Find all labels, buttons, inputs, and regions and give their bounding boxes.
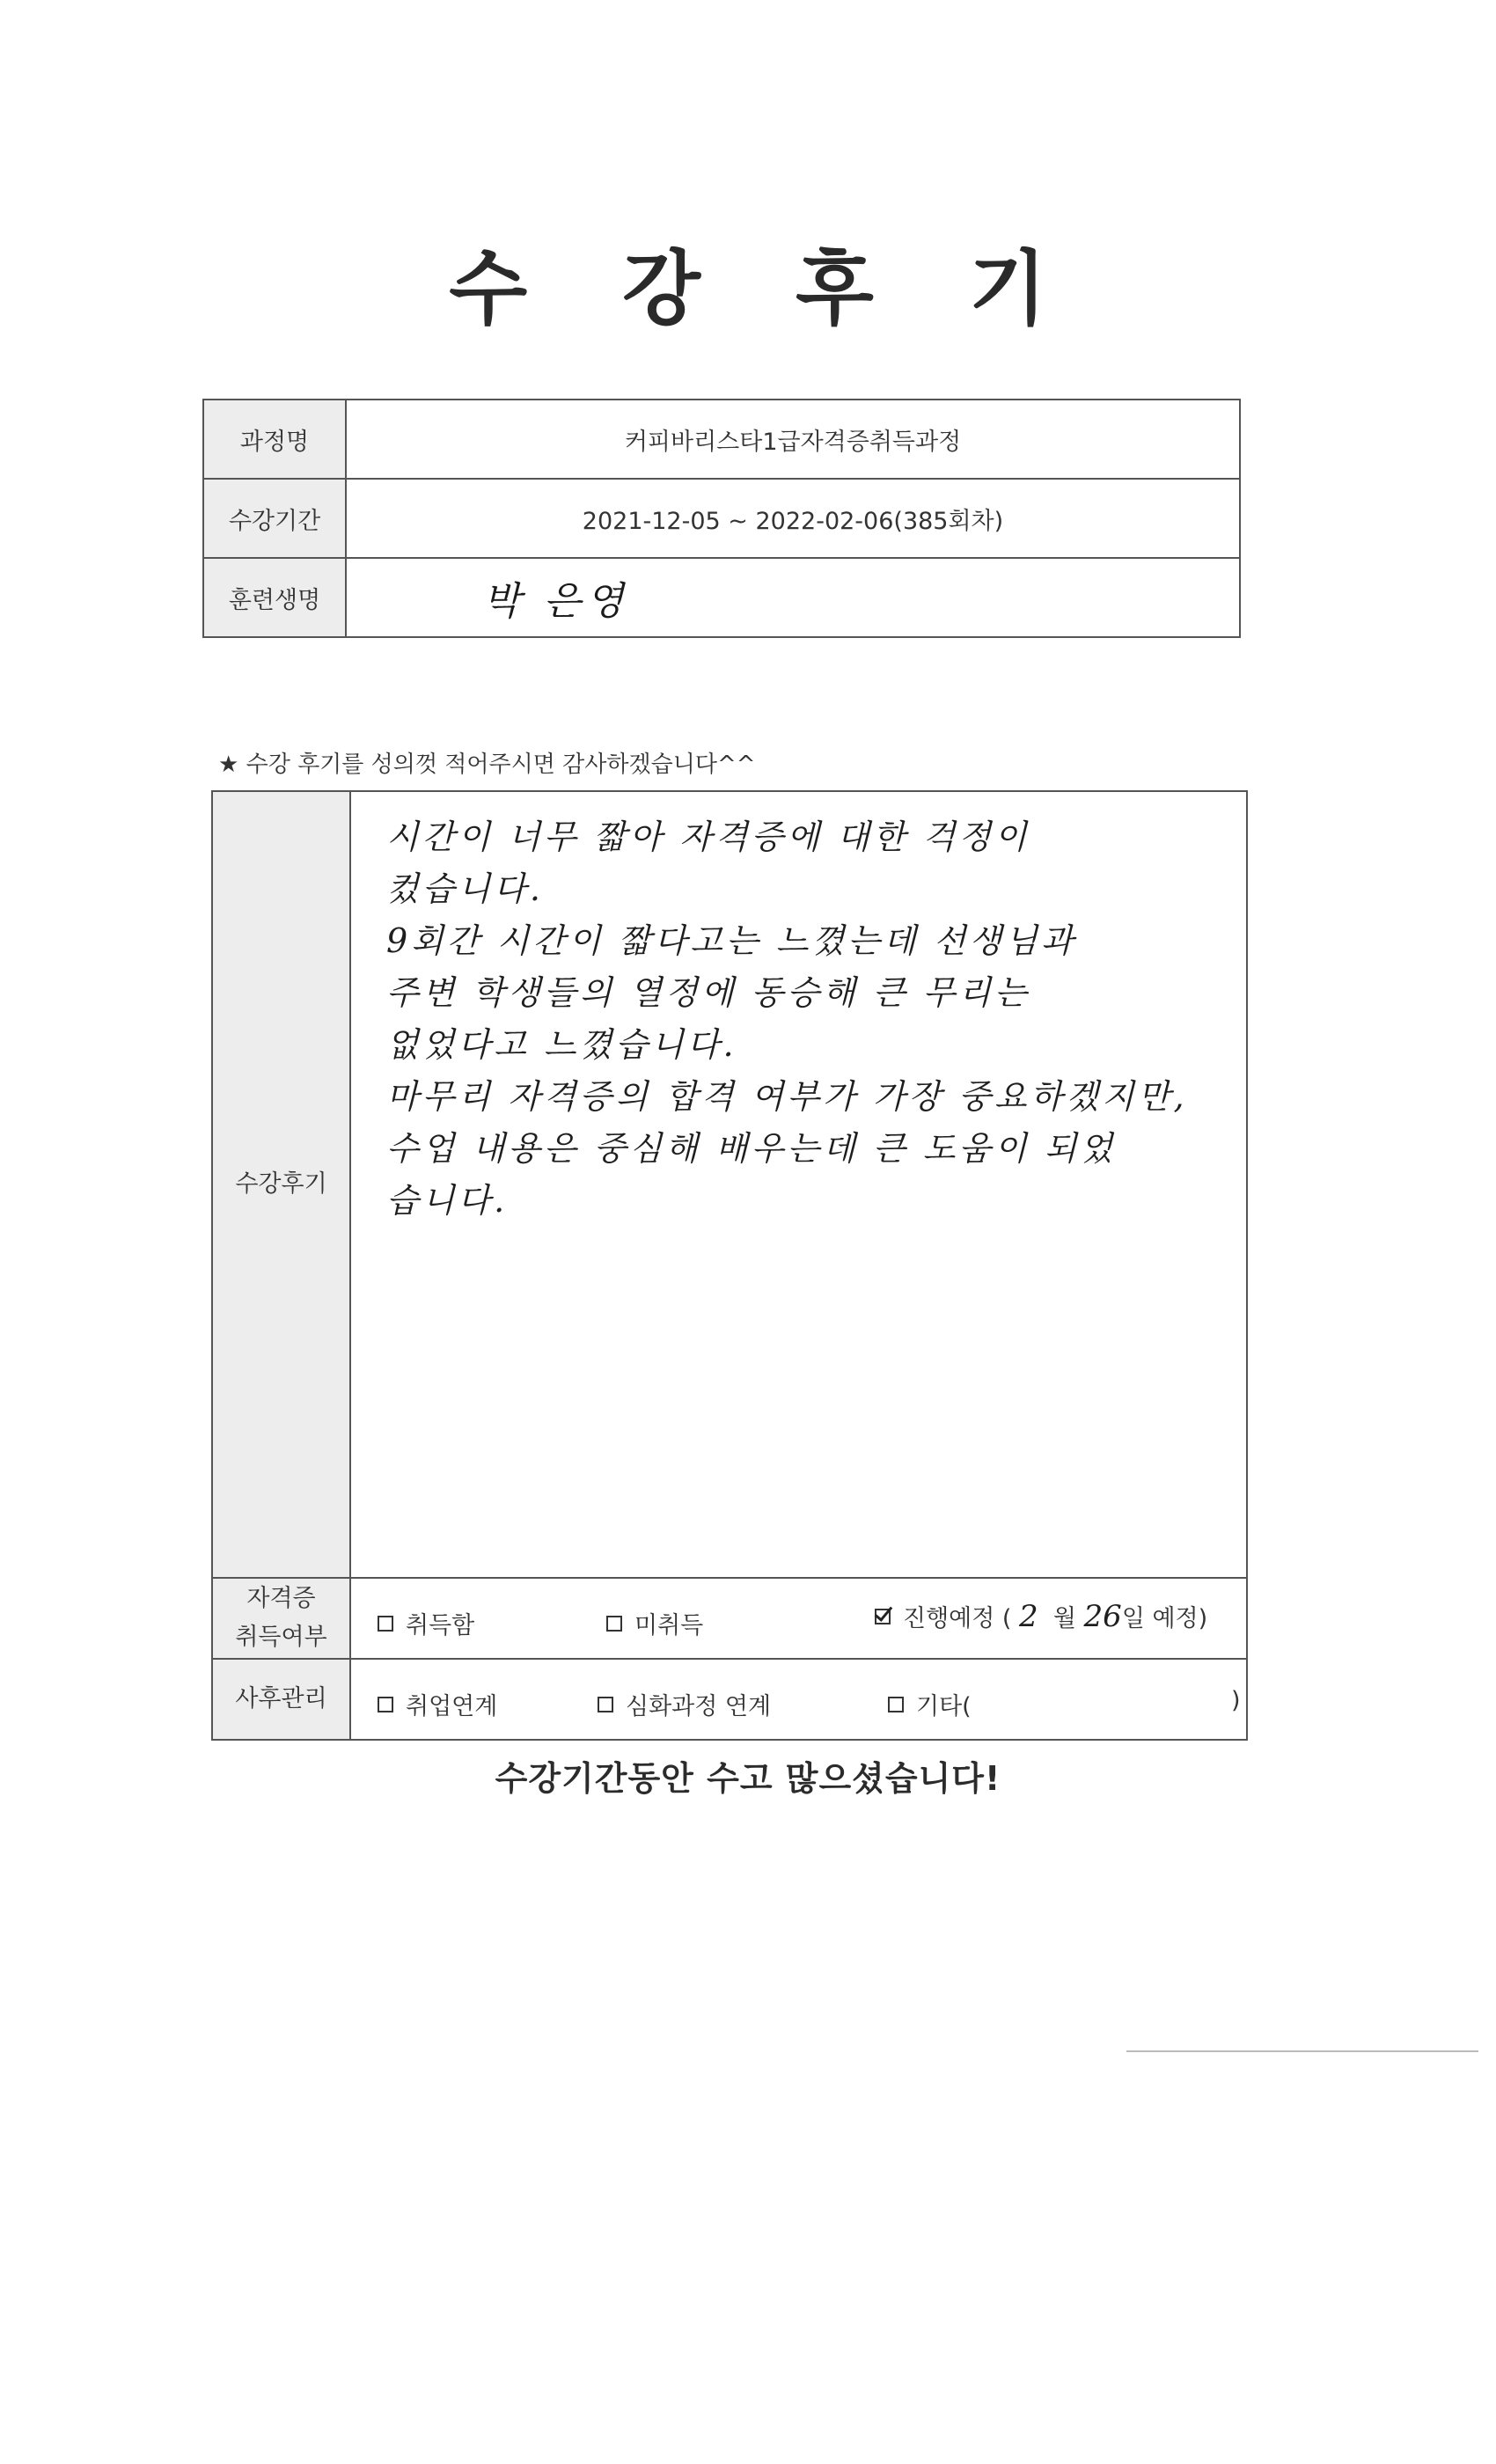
period-value: 2021-12-05 ~ 2022-02-06(385회차): [346, 479, 1240, 558]
scan-artifact-line: [1126, 2050, 1478, 2052]
cert-planned-label: 진행예정 (: [903, 1605, 1012, 1632]
course-info-table: [202, 399, 1241, 638]
cert-not-acquired-label: 미취득: [634, 1612, 704, 1639]
notice-text: ★ 수강 후기를 성의껏 적어주시면 감사하겠습니다^^: [218, 752, 756, 778]
cert-status-label-line1: 자격증: [246, 1585, 316, 1612]
day-label: 일 예정): [1121, 1605, 1208, 1632]
checked-checkbox-icon[interactable]: [875, 1609, 891, 1624]
review-line: 마무리 자격증의 합격 여부가 가장 중요하겠지만,: [386, 1077, 1188, 1116]
review-line: 주변 학생들의 열정에 동승해 큰 무리는: [386, 973, 1030, 1012]
aftercare-label: 사후관리: [212, 1659, 350, 1740]
advanced-course-option[interactable]: [598, 1687, 771, 1721]
aftercare-options: [350, 1659, 1247, 1740]
review-line: 9회간 시간이 짧다고는 느꼈는데 선생님과: [386, 921, 1077, 960]
checkbox-icon[interactable]: [888, 1697, 904, 1712]
trainee-name-handwritten: 박 은영: [346, 558, 1240, 637]
cert-acquired-label: 취득함: [406, 1612, 475, 1639]
review-line: 컸습니다.: [386, 869, 544, 908]
period-label: 수강기간: [203, 479, 346, 558]
checkbox-icon[interactable]: [606, 1616, 622, 1632]
cert-planned-option[interactable]: [875, 1599, 1207, 1634]
other-close-paren: ): [1231, 1687, 1241, 1714]
cert-not-acquired-option[interactable]: [606, 1606, 703, 1640]
review-table: [211, 790, 1248, 1741]
job-link-label: 취업연계: [406, 1693, 498, 1720]
checkbox-icon[interactable]: [598, 1697, 613, 1712]
cert-acquired-option[interactable]: [378, 1606, 474, 1640]
review-line: 없었다고 느꼈습니다.: [386, 1025, 737, 1064]
course-value: 커피바리스타1급자격증취득과정: [346, 400, 1240, 479]
cert-status-options: [350, 1578, 1247, 1659]
review-line: 시간이 너무 짧아 자격증에 대한 걱정이: [386, 818, 1030, 856]
review-line: 습니다.: [386, 1181, 509, 1220]
review-label: 수강후기: [212, 791, 350, 1578]
page-title: 수 강 후 기: [449, 242, 1081, 336]
trainee-name-label: 훈련생명: [203, 558, 346, 637]
advanced-course-label: 심화과정 연계: [626, 1693, 772, 1720]
review-body: [350, 791, 1247, 1578]
review-line: 수업 내용은 중심해 배우는데 큰 도움이 되었: [386, 1129, 1117, 1168]
course-label: 과정명: [203, 400, 346, 479]
month-label: 월: [1052, 1605, 1076, 1632]
other-option[interactable]: [888, 1687, 972, 1721]
cert-status-label-line2: 취득여부: [235, 1624, 327, 1651]
checkbox-icon[interactable]: [378, 1616, 393, 1632]
other-label: 기타(: [916, 1693, 972, 1720]
checkbox-icon[interactable]: [378, 1697, 393, 1712]
planned-day-handwritten: 26: [1083, 1599, 1122, 1634]
closing-message: 수강기간동안 수고 많으셨습니다!: [495, 1759, 1001, 1798]
job-link-option[interactable]: [378, 1687, 497, 1721]
cert-status-label: [212, 1578, 350, 1659]
planned-month-handwritten: 2: [1019, 1599, 1038, 1634]
